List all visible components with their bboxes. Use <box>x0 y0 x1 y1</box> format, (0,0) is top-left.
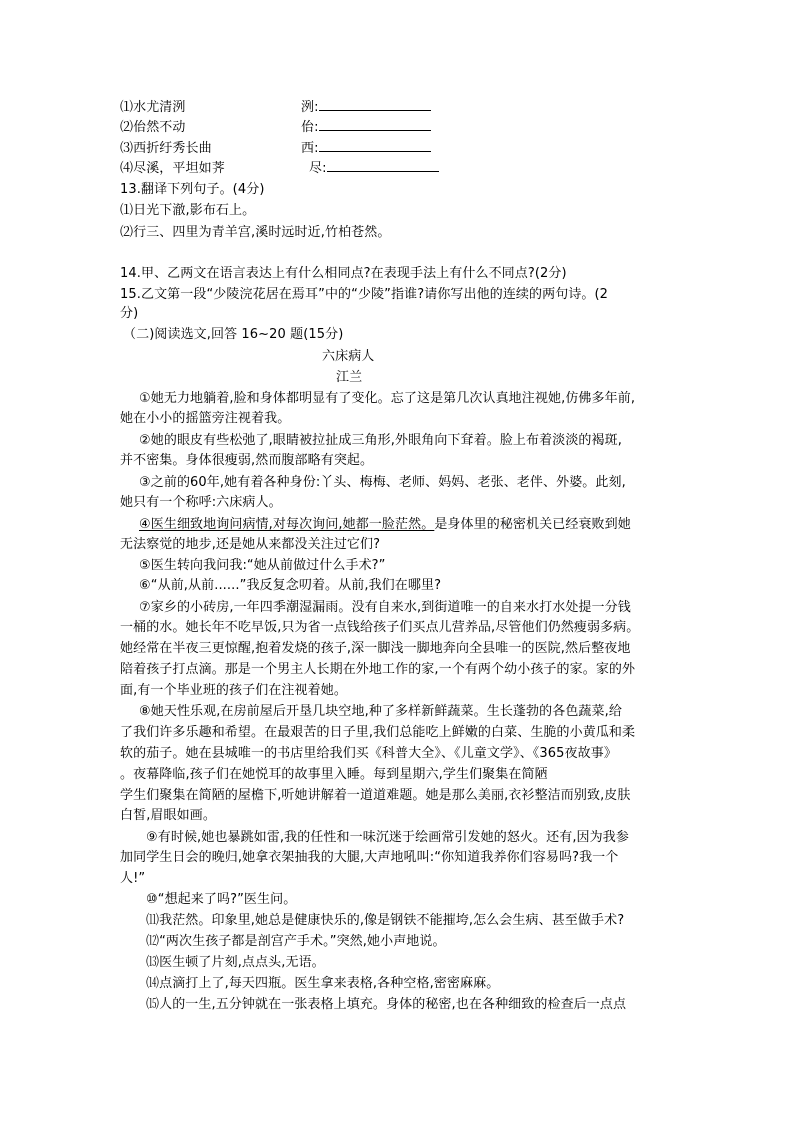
paragraph-3-line-2: 她只有一个称呼:六床病人。 <box>120 495 282 510</box>
vocab-phrase-2: ⑵佁然不动 <box>120 120 186 135</box>
question-13-title: 13.翻译下列句子。(4分) <box>120 182 265 197</box>
section-heading: （二)阅读选文,回答 16~20 题(15分) <box>123 327 344 342</box>
vocab-char-1: 洌: <box>301 100 319 115</box>
vocab-answer-4[interactable] <box>309 159 439 178</box>
paragraph-4-line-1 <box>139 515 631 534</box>
question-13-item-2: ⑵行三、四里为青羊宫,溪时远时近,竹柏苍然。 <box>120 225 391 240</box>
paragraph-6: ⑥“从前,从前......”我反复念叨着。从前,我们在哪里? <box>139 578 442 593</box>
vocab-phrase-4: ⑷尽溪，平坦如荠 <box>120 161 225 176</box>
vocab-answer-2[interactable] <box>301 118 431 137</box>
paragraph-9-line-1: ⑨有时候,她也暴跳如雷,我的任性和一味沉迷于绘画常引发她的怒火。还有,因为我参 <box>146 830 629 845</box>
paragraph-8-line-4: 。夜幕降临,孩子们在她悦耳的故事里入睡。每到星期六,学生们聚集在简陋 <box>120 767 548 782</box>
answer-blank[interactable] <box>319 98 431 111</box>
paragraph-9-line-3: 人!” <box>120 871 146 886</box>
paragraph-7-line-2: 一桶的水。她长年不吃早饭,只为省一点钱给孩子们买点儿营养品,尽管他们仍然瘦弱多病。 <box>120 620 640 635</box>
paragraph-8-line-6: 白皙,眉眼如画。 <box>120 808 216 823</box>
paragraph-11: ⑾我茫然。印象里,她总是健康快乐的,像是钢铁不能摧垮,怎么会生病、甚至做手术? <box>146 913 625 928</box>
article-title: 六床病人 <box>322 349 375 364</box>
paragraph-9-line-2: 加同学生日会的晚归,她拿衣架抽我的大腿,大声地吼叫:“你知道我养你们容易吗?我一个 <box>120 850 619 865</box>
paragraph-7-line-4: 陪着孩子打点滴。那是一个男主人长期在外地工作的家,一个有两个幼小孩子的家。家的外 <box>120 662 636 677</box>
question-14: 14.甲、乙两文在语言表达上有什么相同点?在表现手法上有什么不同点?(2分) <box>120 266 567 281</box>
paragraph-8-line-2: 了我们许多乐趣和希望。在最艰苦的日子里,我们总能吃上鲜嫩的白菜、生脆的小黄瓜和柔 <box>120 725 636 740</box>
paragraph-8-line-1: ⑧她天性乐观,在房前屋后开垦几块空地,种了多样新鲜蔬菜。生长蓬勃的各色蔬菜,给 <box>139 704 622 719</box>
answer-blank[interactable] <box>319 139 431 152</box>
paragraph-12: ⑿“两次生孩子都是剖宫产手术。”突然,她小声地说。 <box>146 934 446 949</box>
vocab-answer-1[interactable] <box>301 98 431 117</box>
article-author: 江兰 <box>336 370 363 385</box>
vocab-answer-3[interactable] <box>301 139 431 158</box>
vocab-phrase-3: ⑶西折纡秀长曲 <box>120 141 212 156</box>
question-15-line-1: 15.乙文第一段“少陵浣花居在焉耳”中的“少陵”指谁?请你写出他的连续的两句诗。(2 <box>120 287 609 302</box>
paragraph-13: ⒀医生顿了片刻,点点头,无语。 <box>146 955 325 970</box>
paragraph-4-line-2: 无法察觉的地步,还是她从来都没关注过它们? <box>120 537 381 552</box>
paragraph-1-line-1: ①她无力地躺着,脸和身体都明显有了变化。忘了这是第几次认真地注视她,仿佛多年前, <box>139 391 636 406</box>
question-15-line-2: 分) <box>120 306 139 321</box>
paragraph-3-line-1: ③之前的60年,她有着各种身份:丫头、梅梅、老师、妈妈、老张、老伴、外婆。此刻, <box>139 475 626 490</box>
underlined-sentence: ④医生细致地询问病情,对每次询问,她都一脸茫然。 <box>139 517 435 532</box>
vocab-char-4: 尽: <box>309 161 327 176</box>
question-13-item-1: ⑴日光下澈,影布石上。 <box>120 203 256 218</box>
paragraph-7-line-5: 面,有一个毕业班的孩子们在注视着她。 <box>120 683 347 698</box>
answer-blank[interactable] <box>327 159 439 172</box>
paragraph-5: ⑤医生转向我问我:“她从前做过什么手术?” <box>139 558 386 573</box>
paragraph-2-line-2: 并不密集。身体很瘦弱,然而腹部略有突起。 <box>120 453 374 468</box>
vocab-phrase-1: ⑴水尤清洌 <box>120 100 186 115</box>
answer-blank[interactable] <box>319 118 431 131</box>
vocab-char-3: 西: <box>301 141 319 156</box>
paragraph-2-line-1: ②她的眼皮有些松弛了,眼睛被拉扯成三角形,外眼角向下耷着。脸上布着淡淡的褐斑, <box>139 433 622 448</box>
paragraph-1-line-2: 她在小小的摇篮旁注视着我。 <box>120 411 291 426</box>
paragraph-14: ⒁点滴打上了,每天四瓶。医生拿来表格,各种空格,密密麻麻。 <box>146 976 500 991</box>
vocab-char-2: 佁: <box>301 120 319 135</box>
paragraph-15: ⒂人的一生,五分钟就在一张表格上填充。身体的秘密,也在各种细致的检查后一点点 <box>146 997 627 1012</box>
paragraph-8-line-5: 学生们聚集在简陋的屋檐下,听她讲解着一道道难题。她是那么美丽,衣衫整洁而别致,皮肤 <box>120 788 631 803</box>
paragraph-10: ⑩“想起来了吗?”医生问。 <box>146 892 297 907</box>
paragraph-4-rest: 是身体里的秘密机关已经衰败到她 <box>434 517 631 532</box>
paragraph-7-line-3: 她经常在半夜三更惊醒,抱着发烧的孩子,深一脚浅一脚地奔向全县唯一的医院,然后整夜地 <box>120 641 631 656</box>
paragraph-8-line-3: 软的茄子。她在县城唯一的书店里给我们买《科普大全》、《儿童文学》、《365夜故事》 <box>120 746 617 761</box>
paragraph-7-line-1: ⑦家乡的小砖房,一年四季潮湿漏雨。没有自来水,到街道唯一的自来水打水处提一分钱 <box>139 600 631 615</box>
